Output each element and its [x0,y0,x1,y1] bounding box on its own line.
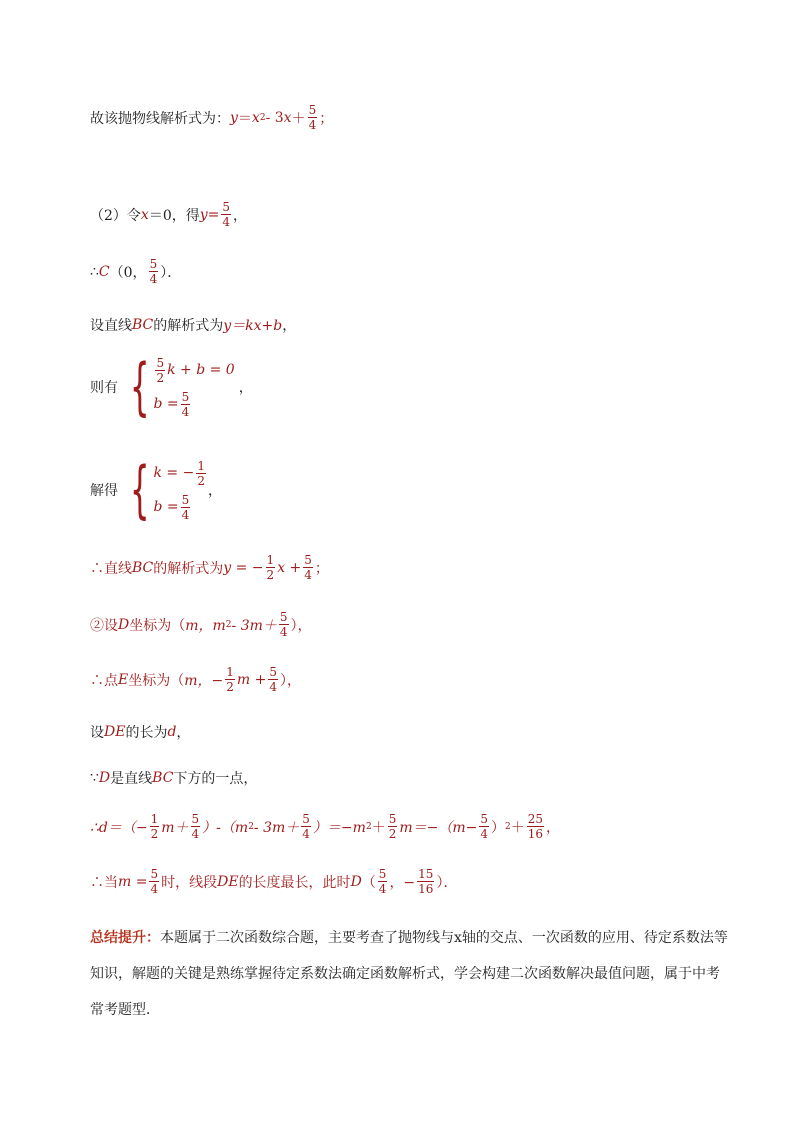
fraction: $\frac{1}{2}$ [150,812,159,841]
text: 坐标为（ [128,672,185,689]
var-y: y [199,206,208,223]
fraction: $\frac{5}{2}$ [388,812,397,841]
row-1: k + b = 0 [167,362,235,378]
text: 解得 [90,483,118,499]
eq-sign: = [207,206,220,223]
exponent: 2 [259,112,266,123]
fraction: $\frac{5}{4}$ [378,867,387,896]
text: ）． [436,874,458,891]
fraction: $\frac{5}{4}$ [279,610,288,639]
text: ②设 [90,617,118,634]
punct: ， [546,819,560,836]
text: 设 [90,725,104,741]
term: ） [490,819,505,836]
fraction: $\frac{5}{4}$ [302,812,310,841]
text: （ [361,874,376,891]
because: ∵ [90,770,99,786]
summary-paragraph [90,920,730,1028]
plus: ＋ [371,819,386,836]
text: ∴直线 [90,560,132,577]
row-1: k = − [153,465,195,481]
exponent: 2 [365,821,372,832]
summary-text: 本题属于二次函数综合题，主要考查了抛物线与x轴的交点、一次函数的应用、待定系数法等知识，解题的关键是熟练掌握待定系数法确定函数解析式，学会构建二次函数解决最值问题，属于中考常考题型． [90,930,728,1018]
equation-system-1 [90,350,253,423]
var-D: D [350,873,362,890]
text: 时，线段 [161,874,218,891]
text: ∴点 [90,672,118,689]
equation-line-11 [90,768,257,788]
var-D: D [98,770,111,786]
var-x: x + [277,559,302,576]
text: 设直线 [90,318,132,334]
fraction: $\frac{1}{2}$ [226,665,234,694]
plus: ＋ [510,819,525,836]
text: （0， [109,264,147,281]
term: ）-（m [202,819,249,836]
exponent: 2 [225,619,232,630]
var-m: m，− [184,672,224,689]
text: 坐标为（ [129,617,186,634]
var-m: m，m [185,617,226,634]
term: - 3m＋ [253,819,300,836]
var-BC: BC [132,559,154,576]
term: m＋ [161,819,189,836]
therefore: ∴ [90,263,99,280]
punct: ， [176,725,191,741]
equation-line-8 [90,610,312,639]
punct: ， [233,207,248,224]
fraction: $\frac{5}{4}$ [308,103,317,132]
punct: ， [282,318,297,334]
punct: ； [319,110,334,127]
equation-line-7 [90,553,329,582]
term: - 3 [265,109,284,126]
text: ∴当 [90,874,118,891]
text: 故该抛物线解析式为： [90,110,230,127]
fraction: $\frac{1}{2}$ [266,553,275,582]
text: （2）令 [90,207,141,224]
system [120,453,208,526]
equation-line-4 [90,315,296,335]
text: 下方的一点， [173,771,258,787]
term: - 3m＋ [231,617,277,634]
var-x: x [251,109,260,126]
equation-line-13 [90,867,457,896]
var-DE: DE [217,873,239,890]
row-2: b = [153,499,179,515]
text: 是直线 [110,771,153,787]
equation-line-10 [90,722,190,742]
equation-line-1 [90,103,333,132]
fraction: $\frac{5}{4}$ [191,812,200,841]
text: ）． [160,264,182,281]
fraction: $\frac{5}{4}$ [222,200,231,229]
text: ，− [389,874,416,891]
punct: ）， [280,672,301,689]
eq-sign: ＝ [237,110,252,127]
var-m: m + [236,671,267,688]
term: ∴d＝（− [90,819,148,836]
term: ）＝−m [312,819,366,836]
equation-line-3 [90,257,181,286]
fraction: $\frac{25}{16}$ [527,812,543,841]
fraction: $\frac{5}{4}$ [480,812,488,841]
system [120,350,235,423]
term: m＝−（m− [399,819,478,836]
expression: y＝kx+b [223,318,283,334]
var-x: x [283,109,292,126]
fraction: $\frac{5}{4}$ [269,665,277,694]
var-BC: BC [132,317,154,333]
var-C: C [98,263,110,280]
row-2: b = [153,396,179,412]
text: 的长度最长，此时 [238,874,351,891]
var-y: y = − [223,559,264,576]
var-E: E [118,671,129,688]
punct: ； [314,560,329,577]
var-d: d [167,724,177,740]
text: 的长为 [125,725,168,741]
var-m: m = [118,873,148,890]
brace: { [129,453,150,526]
brace: { [129,350,150,423]
punct: ）， [290,617,312,634]
summary-heading: 总结提升： [90,930,160,946]
fraction: $\frac{5}{4}$ [181,389,190,419]
equation-line-2 [90,200,247,229]
punct: ， [207,483,222,499]
fraction: $\frac{15}{16}$ [418,867,434,896]
fraction: $\frac{5}{2}$ [156,355,165,385]
punct: ， [238,380,253,396]
text: ＝0，得 [148,207,200,224]
equation-line-12 [90,812,560,841]
equation-line-9 [90,665,301,694]
exponent: 2 [504,821,511,832]
text: 则有 [90,380,118,396]
fraction: $\frac{5}{4}$ [181,492,190,522]
fraction: $\frac{5}{4}$ [304,553,312,582]
var-DE: DE [104,724,126,740]
var-D: D [118,616,130,633]
text: 的解析式为 [153,560,224,577]
equation-system-2 [90,453,222,526]
var-y: y [230,109,238,126]
exponent: 2 [248,821,254,832]
fraction: $\frac{1}{2}$ [197,458,205,488]
text: 的解析式为 [153,318,224,334]
var-x: x [140,206,149,223]
fraction: $\frac{5}{4}$ [149,257,158,286]
fraction: $\frac{5}{4}$ [150,867,159,896]
plus: ＋ [291,110,306,127]
var-BC: BC [152,770,174,786]
